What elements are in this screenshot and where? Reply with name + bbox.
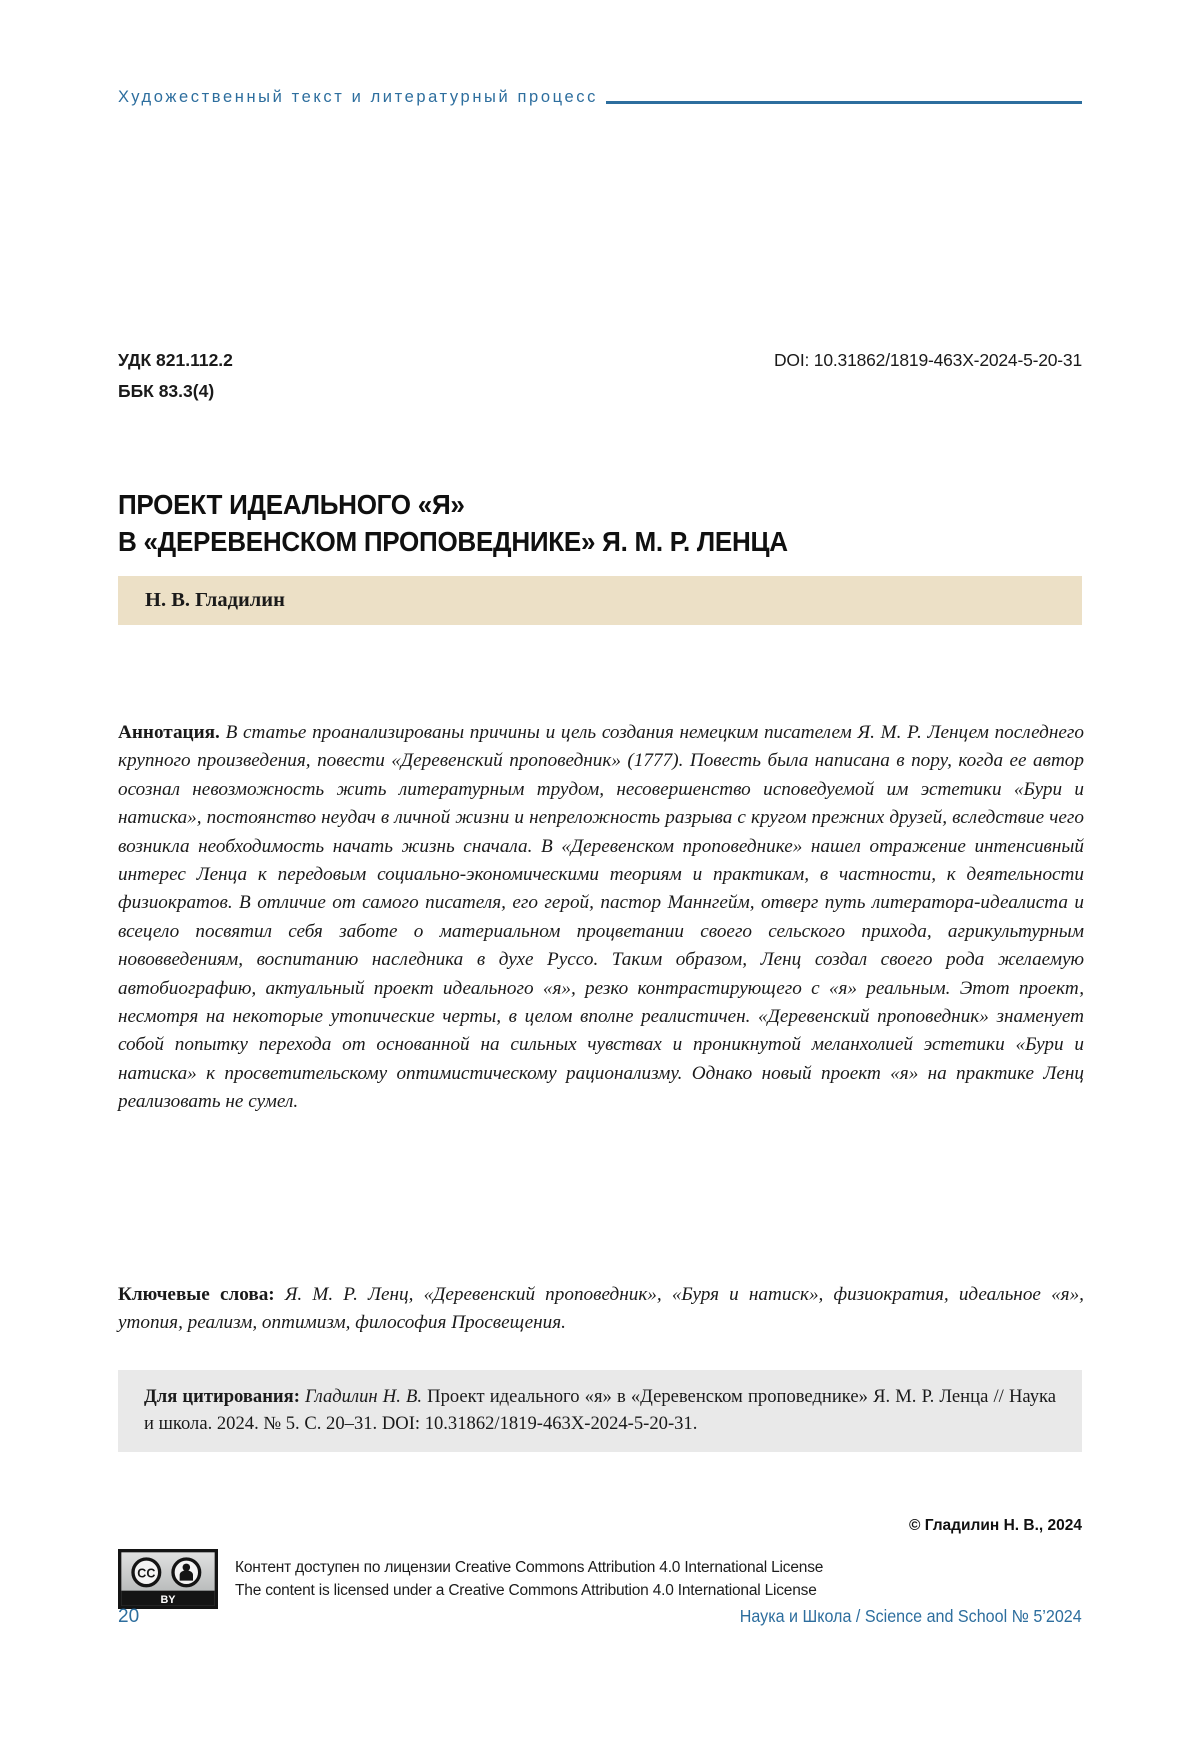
keywords xyxy=(118,1281,1084,1338)
meta-row xyxy=(118,350,1082,371)
header-rule xyxy=(606,100,1082,104)
license-text xyxy=(235,1556,823,1602)
keywords-text: Я. М. Р. Ленц, «Деревенский проповедник», «Буря и натиск», физиократия, идеальное «я», утопия, реализм, оптимизм, философия Просвещения. xyxy=(118,1284,1084,1334)
copyright-line: © Гладилин Н. В., 2024 xyxy=(908,1517,1082,1534)
running-head xyxy=(118,88,1082,107)
article-title-line2: В «ДЕРЕВЕНСКОМ ПРОПОВЕДНИКЕ» Я. М. Р. ЛЕНЦА xyxy=(118,526,788,557)
article-meta xyxy=(118,350,1082,402)
journal-name: Наука и Школа / Science and School № 5’2024 xyxy=(740,1606,1082,1626)
citation-author: Гладилин Н. В. xyxy=(299,1386,422,1407)
abstract-text: В статье проанализированы причины и цель создания немецким писателем Я. М. Р. Ленцем последнего крупного произведения, повести «Деревенский проповедник» (1777). Повесть была написана в пору, когда ее автор осознал невозможность жить литературным трудом, несовершенство исповедуемой им эстетики «Бури и натиска», постоянство неудач в личной жизни и непреложность разрыва с кругом прежних друзей, вследствие чего возникла необходимость начать жизнь сначала. В «Деревенском проповеднике» нашел отражение интенсивный интерес Ленца к передовым социально-экономическими теориям и практикам, в частности, к деятельности физиократов. В отличие от самого писателя, его герой, пастор Маннгейм, отверг путь литератора-идеалиста и всецело посвятил себя заботе о материальном процветании своего сельского прихода, агрикультурным нововведениям, воспитанию наследника в духе Руссо. Таким образом, Ленц создал своего рода желаемую автобиографию, актуальный проект идеального «я», резко контрастирующего с «я» реальным. Этот проект, несмотря на некоторые утопические черты, в целом вполне реалистичен. «Деревенский проповедник» знаменует собой попытку перехода от основанной на сильных чувствах и проникнутой меланхолией эстетики «Бури и натиска» к просветительскому оптимистическому рационализму. Однако новый проект «я» на практике Ленц реализовать не сумел. xyxy=(118,722,1084,1113)
keywords-label: Ключевые слова: xyxy=(118,1284,275,1305)
author-name: Н. В. Гладилин xyxy=(145,589,285,611)
article-title-line1: ПРОЕКТ ИДЕАЛЬНОГО «Я» xyxy=(118,489,465,520)
page-number: 20 xyxy=(118,1606,140,1627)
license-block xyxy=(118,1549,1082,1609)
udk-code: УДК 821.112.2 xyxy=(118,350,233,370)
section-title: Художественный текст и литературный процесс xyxy=(118,88,598,106)
abstract xyxy=(118,719,1084,1117)
citation-label: Для цитирования: xyxy=(144,1386,300,1407)
author-box xyxy=(118,576,1082,625)
article-title xyxy=(118,486,1048,560)
doi-code: DOI: 10.31862/1819-463X-2024-5-20-31 xyxy=(773,350,1082,370)
cc-by-badge-icon xyxy=(118,1549,218,1609)
citation-box xyxy=(118,1370,1082,1452)
page-footer xyxy=(118,1606,1082,1628)
by-label: BY xyxy=(160,1594,176,1607)
license-line-ru: Контент доступен по лицензии Creative Commons Attribution 4.0 International License xyxy=(235,1559,824,1576)
license-line-en: The content is licensed under a Creative Commons Attribution 4.0 International License xyxy=(235,1582,817,1599)
bbk-code: ББК 83.3(4) xyxy=(118,381,215,401)
cc-icon-label: CC xyxy=(137,1566,156,1581)
abstract-label: Аннотация. xyxy=(118,722,220,743)
citation-text: Проект идеального «я» в «Деревенском проповеднике» Я. М. Р. Ленца // Наука и школа. 2024. № 5. С. 20–31. DOI: 10.31862/1819-463X-2024-5-20-31. xyxy=(144,1386,1056,1434)
